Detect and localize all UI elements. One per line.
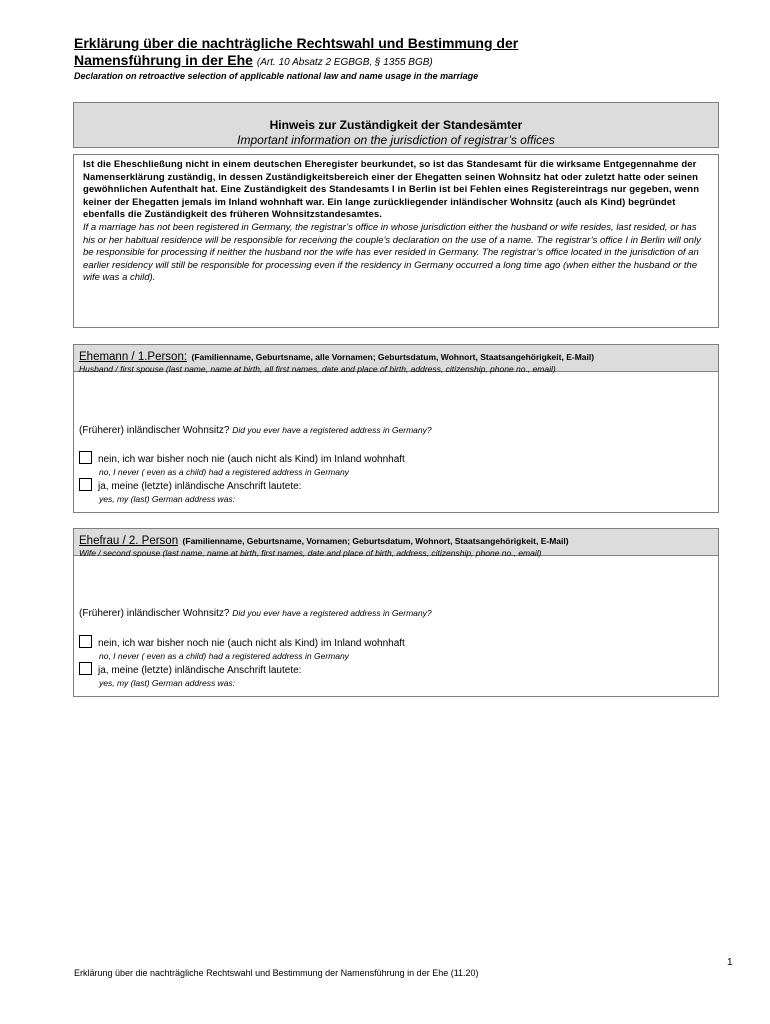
notice-heading-de: Hinweis zur Zuständigkeit der Standesämter [269,118,523,132]
husband-option-no-de: nein, ich war bisher noch nie (auch nicht als Kind) im Inland wohnhaft [98,454,405,465]
wife-section [73,528,719,697]
husband-section-header [74,345,718,372]
wife-option-no-de: nein, ich war bisher noch nie (auch nicht als Kind) im Inland wohnhaft [98,638,405,649]
husband-option-no-checkbox[interactable] [79,451,92,464]
husband-section [73,344,719,513]
husband-option-yes [79,476,301,504]
wife-option-yes-checkbox[interactable] [79,662,92,675]
husband-fields-de: (Familienname, Geburtsname, alle Vornamen; Geburtsdatum, Wohnort, Staatsangehörigkeit, E-Mail) [191,352,595,362]
notice-text-en: If a marriage has not been registered in Germany, the registrar’s office in whose jurisdiction either the husband or wife resides, last resided, or has his or her habitual residence will be responsible for receiving the couple’s declaration on the use of a name. The registrar’s office I in Berlin will only be responsible for processing if neither the husband nor the wife has ever resided in Germany. The registrar’s office located in the jurisdiction of an earlier residency will still be responsible for processing even if the residency in Germany occurred a long time ago (when either the husband or the wife was a child). [83,221,701,284]
husband-option-no-en: no, I never ( even as a child) had a registered address in Germany [99,467,349,477]
page-number: 1 [727,957,733,968]
husband-fields-en: Husband / first spouse (last name, name at birth, all first names, date and place of birth, address, citizenship, phone no., email) [79,364,556,374]
husband-residence-question [79,425,432,436]
title-line-2: Namensführung in der Ehe [74,52,253,68]
wife-option-yes-en: yes, my (last) German address was: [99,678,236,688]
husband-option-yes-en: yes, my (last) German address was: [99,494,236,504]
wife-fields-en: Wife / second spouse (last name, name at birth, first names, date and place of birth, address, citizenship, phone no., email) [79,548,542,558]
wife-label: Ehefrau / 2. Person [79,535,179,547]
wife-option-yes [79,660,301,688]
wife-option-no-checkbox[interactable] [79,635,92,648]
wife-option-yes-de: ja, meine (letzte) inländische Anschrift lautete: [98,665,302,676]
wife-option-no [79,633,405,661]
notice-text-de: Ist die Eheschließung nicht in einem deutschen Eheregister beurkundet, so ist das Standesamt für die wirksame Entgegennahme der Namenserklärung zuständig, in dessen Zuständigkeitsbereich einer der Ehegatten seinen Wohnsitz hat oder zuletzt hatte oder seinen gewöhnlichen Aufenthalt hat. Eine Zuständigkeit des Standesamts I in Berlin ist bei Fehlen eines Registereintrags nur gegeben, wenn keiner der Ehegatten jemals im Inland wohnhaft war. Ein lange zurückliegender inländischer Wohnsitz (auch als Kind) begründet ebenfalls die Zuständigkeit des früheren Wohnsitzstandesamtes. [83,159,700,221]
page-title [74,35,714,83]
title-line-1: Erklärung über die nachträgliche Rechtswahl und Bestimmung der [74,35,519,51]
notice-heading-en: Important information on the jurisdiction of registrar’s offices [237,133,555,147]
notice-heading [73,102,719,148]
husband-residence-question-de: (Früherer) inländischer Wohnsitz? [79,425,230,436]
wife-residence-question-en: Did you ever have a registered address in Germany? [232,608,432,618]
title-english: Declaration on retroactive selection of applicable national law and name usage in the marriage [74,71,479,81]
husband-residence-question-en: Did you ever have a registered address in Germany? [232,425,432,435]
husband-option-no [79,449,405,477]
husband-label: Ehemann / 1.Person: [79,351,188,363]
wife-residence-question-de: (Früherer) inländischer Wohnsitz? [79,608,230,619]
wife-section-header [74,529,718,556]
wife-residence-question [79,608,432,619]
notice-text-box [73,154,719,328]
page-footer: Erklärung über die nachträgliche Rechtswahl und Bestimmung der Namensführung in der Ehe (11.20) [74,968,479,978]
husband-option-yes-checkbox[interactable] [79,478,92,491]
wife-option-no-en: no, I never ( even as a child) had a registered address in Germany [99,651,349,661]
husband-option-yes-de: ja, meine (letzte) inländische Anschrift lautete: [98,481,302,492]
wife-fields-de: (Familienname, Geburtsname, Vornamen; Geburtsdatum, Wohnort, Staatsangehörigkeit, E-Mail) [182,536,569,546]
title-reference: (Art. 10 Absatz 2 EGBGB, § 1355 BGB) [256,57,433,68]
